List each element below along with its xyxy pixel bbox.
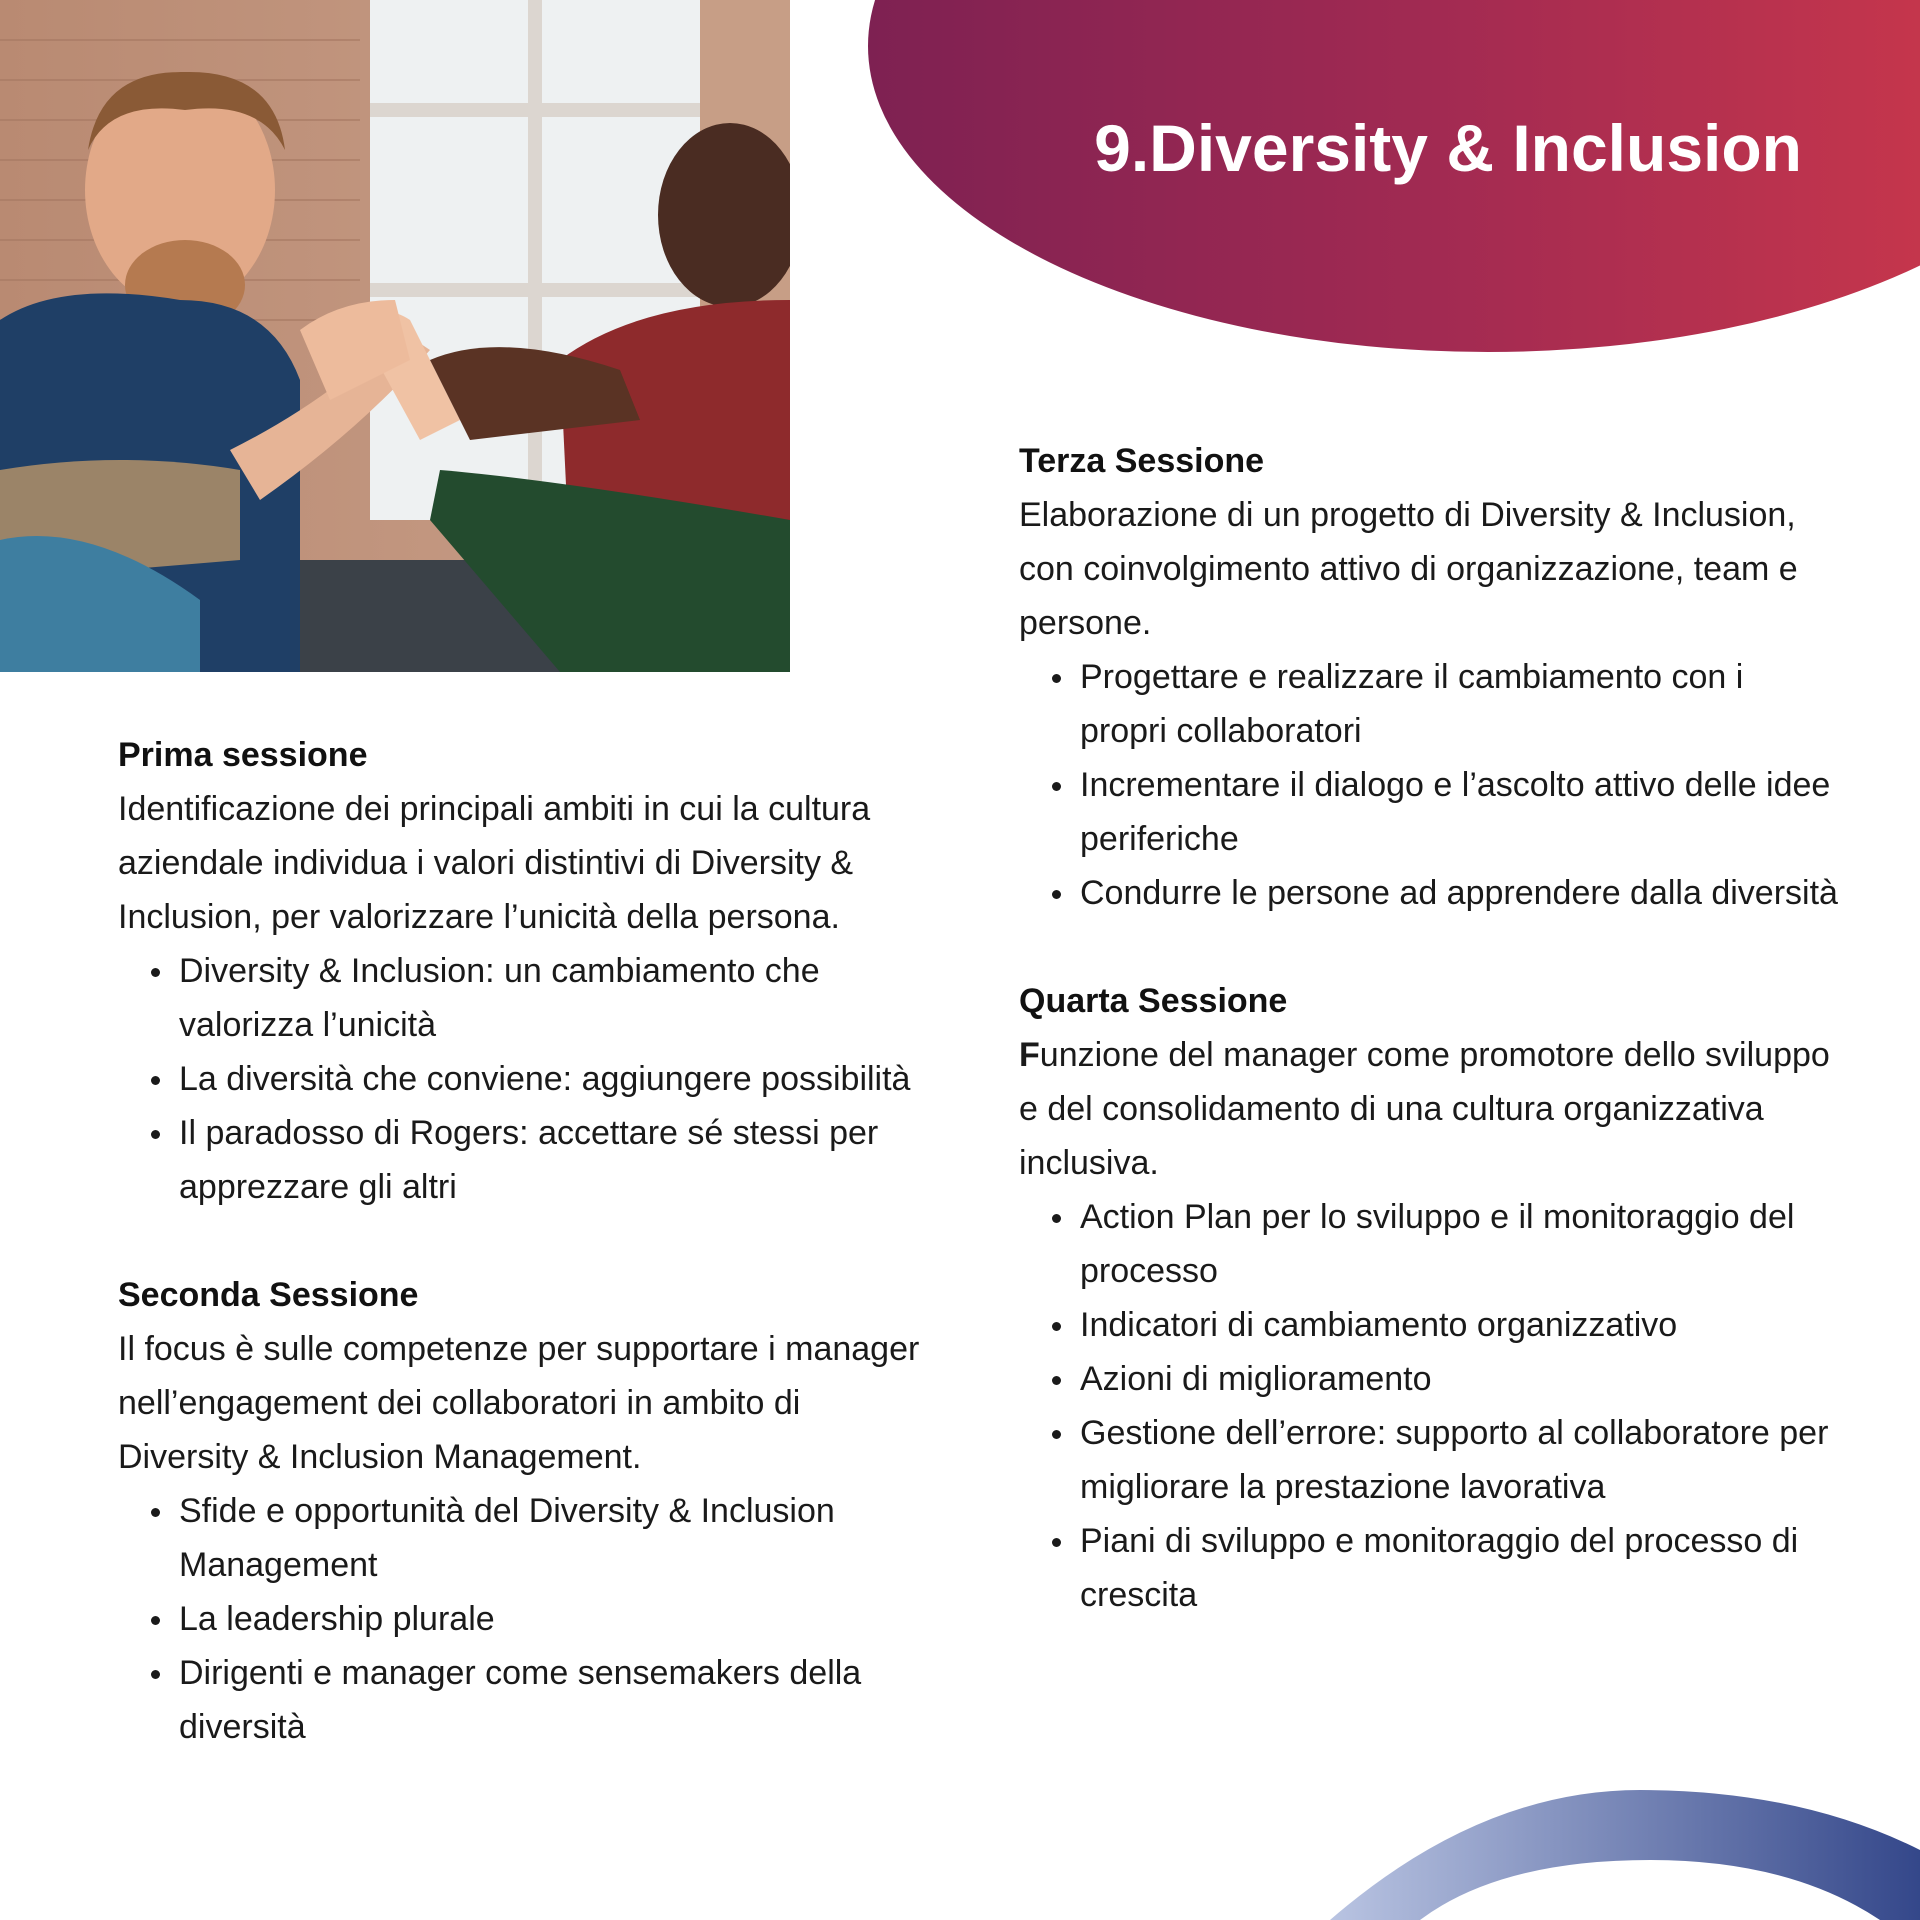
left-column: [118, 728, 938, 1808]
page-title: 9.Diversity & Inclusion: [1094, 111, 1802, 185]
session-3-text: Elaborazione di un progetto di Diversity & Inclusion, con coinvolgimento attivo di organizzazione, team e persone.: [1019, 496, 1798, 642]
session-3: [1019, 434, 1839, 920]
session-4-text: [1019, 1028, 1839, 1190]
session-2-text: Il focus è sulle competenze per supportare i manager nell’engagement dei collaboratori in ambito di Diversity & Inclusion Management.: [118, 1330, 920, 1476]
session-1: [118, 728, 938, 1214]
session-2-bullets: [118, 1484, 938, 1754]
session-2-heading: Seconda Sessione: [118, 1276, 419, 1314]
session-1-text: Identificazione dei principali ambiti in cui la cultura aziendale individua i valori distintivi di Diversity & Inclusion, per valorizzare l’unicità della persona.: [118, 790, 871, 936]
list-item: Incrementare il dialogo e l’ascolto attivo delle idee periferiche: [1019, 758, 1839, 866]
session-3-heading: Terza Sessione: [1019, 442, 1265, 480]
session-4-lead-letter: F: [1019, 1036, 1040, 1074]
list-item: Diversity & Inclusion: un cambiamento che valorizza l’unicità: [118, 944, 938, 1052]
session-4-bullets: [1019, 1190, 1839, 1622]
session-1-heading: Prima sessione: [118, 736, 368, 774]
session-4-heading: Quarta Sessione: [1019, 982, 1288, 1020]
list-item: Piani di sviluppo e monitoraggio del processo di crescita: [1019, 1514, 1839, 1622]
list-item: Condurre le persone ad apprendere dalla diversità: [1019, 866, 1839, 920]
list-item: Indicatori di cambiamento organizzativo: [1019, 1298, 1839, 1352]
team-photo: [0, 0, 790, 672]
list-item: La leadership plurale: [118, 1592, 938, 1646]
list-item: Gestione dell’errore: supporto al collaboratore per migliorare la prestazione lavorativa: [1019, 1406, 1839, 1514]
list-item: Il paradosso di Rogers: accettare sé stessi per apprezzare gli altri: [118, 1106, 938, 1214]
session-2: [118, 1268, 938, 1754]
session-4-text-rest: unzione del manager come promotore dello sviluppo e del consolidamento di una cultura organizzativa inclusiva.: [1019, 1036, 1830, 1182]
list-item: Action Plan per lo sviluppo e il monitoraggio del processo: [1019, 1190, 1839, 1298]
list-item: Progettare e realizzare il cambiamento con i propri collaboratori: [1019, 650, 1839, 758]
session-3-bullets: [1019, 650, 1839, 920]
list-item: La diversità che conviene: aggiungere possibilità: [118, 1052, 938, 1106]
session-1-bullets: [118, 944, 938, 1214]
right-column: [1019, 434, 1839, 1676]
list-item: Sfide e opportunità del Diversity & Inclusion Management: [118, 1484, 938, 1592]
list-item: Dirigenti e manager come sensemakers della diversità: [118, 1646, 938, 1754]
session-4: [1019, 974, 1839, 1622]
list-item: Azioni di miglioramento: [1019, 1352, 1839, 1406]
